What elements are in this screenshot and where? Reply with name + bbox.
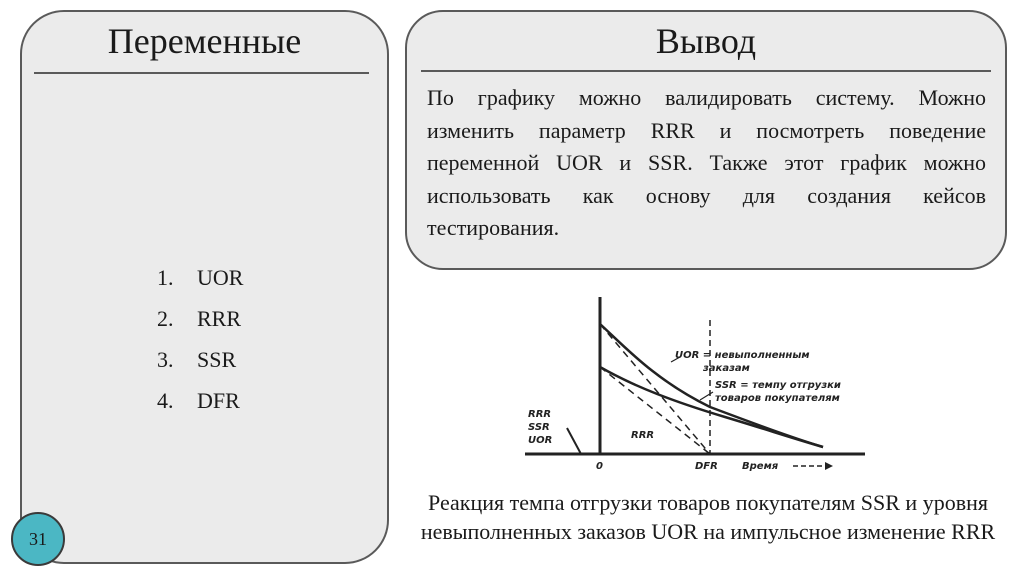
rrr-annotation: RRR (631, 430, 655, 441)
left-label-ssr: SSR (528, 422, 550, 433)
conclusion-panel (405, 10, 1007, 270)
slide-number: 31 (29, 528, 47, 549)
rrr-dashed-line-1 (600, 324, 710, 454)
uor-annotation-line1: UOR = невыполненным (675, 350, 810, 361)
list-item-number: 2. (157, 306, 174, 331)
left-label-uor: UOR (528, 435, 553, 446)
slide-number-badge (11, 512, 65, 566)
variables-title-divider (34, 72, 369, 74)
input-step-tick (567, 428, 581, 454)
list-item-label: SSR (197, 347, 237, 372)
list-item-number: 4. (157, 388, 174, 413)
list-item-number: 1. (157, 265, 174, 290)
response-graph (525, 292, 870, 477)
variables-list (157, 264, 243, 428)
list-item (157, 387, 243, 428)
list-item-number: 3. (157, 347, 174, 372)
rrr-dashed-line-2 (600, 367, 710, 454)
conclusion-title-divider (421, 70, 991, 72)
list-item-label: DFR (197, 388, 240, 413)
variables-title: Переменные (107, 21, 302, 61)
variables-panel (20, 10, 389, 564)
ssr-leader-line (700, 392, 713, 400)
list-item-label: UOR (197, 265, 244, 290)
ssr-annotation-line2: товаров покупателям (715, 393, 840, 404)
time-arrow-head (825, 462, 833, 470)
list-item (157, 305, 243, 346)
left-label-rrr: RRR (528, 409, 552, 420)
list-item (157, 264, 243, 305)
ssr-annotation-line1: SSR = темпу отгрузки (715, 380, 841, 391)
list-item-label: RRR (197, 306, 242, 331)
conclusion-text: По графику можно валидировать систему. Можно изменить параметр RRR и посмотреть поведение переменной UOR и SSR. Также этот график можно использовать как основу для создания кейсов тестирования. (427, 85, 986, 240)
list-item (157, 346, 243, 387)
dfr-label: DFR (695, 461, 718, 472)
graph-caption: Реакция темпа отгрузки товаров покупателям SSR и уровня невыполненных заказов UOR на импульсное изменение RRR (420, 490, 996, 544)
origin-label: 0 (596, 461, 603, 472)
time-label: Время (742, 461, 779, 472)
conclusion-title: Вывод (655, 21, 757, 61)
uor-annotation-line2: заказам (703, 363, 750, 374)
